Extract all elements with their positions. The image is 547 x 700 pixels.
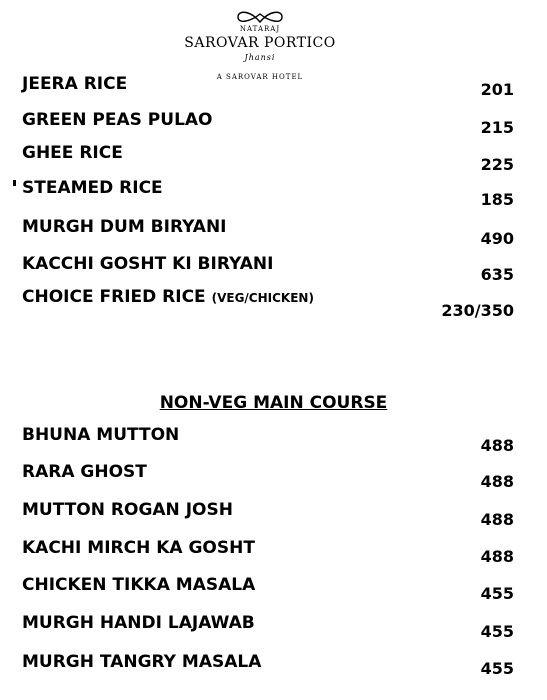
menu-item bbox=[0, 110, 547, 140]
item-price: 215 bbox=[480, 118, 514, 137]
item-price: 455 bbox=[480, 622, 514, 641]
menu-item bbox=[0, 143, 547, 173]
menu-item bbox=[0, 287, 547, 320]
item-price: 488 bbox=[480, 510, 514, 529]
menu-item bbox=[0, 538, 547, 568]
item-name: KACHI MIRCH KA GOSHT bbox=[22, 538, 255, 558]
item-price: 488 bbox=[480, 547, 514, 566]
item-name bbox=[22, 287, 314, 307]
item-name: KACCHI GOSHT KI BIRYANI bbox=[22, 254, 274, 274]
menu-item bbox=[0, 500, 547, 530]
item-name: MURGH HANDI LAJAWAB bbox=[22, 613, 255, 633]
menu-item bbox=[0, 217, 547, 247]
item-price: 488 bbox=[480, 472, 514, 491]
item-name: JEERA RICE bbox=[22, 74, 128, 94]
item-name: GHEE RICE bbox=[22, 143, 123, 163]
item-name: MURGH DUM BIRYANI bbox=[22, 217, 227, 237]
item-name: BHUNA MUTTON bbox=[22, 425, 180, 445]
menu-item bbox=[0, 178, 547, 208]
hotel-logo bbox=[160, 8, 360, 81]
item-name-text: CHOICE FRIED RICE bbox=[22, 287, 206, 307]
ribbon-emblem-icon bbox=[235, 8, 285, 26]
item-name: MURGH TANGRY MASALA bbox=[22, 652, 262, 672]
item-name: MUTTON ROGAN JOSH bbox=[22, 500, 233, 520]
item-price: 635 bbox=[480, 265, 514, 284]
item-price: 455 bbox=[480, 659, 514, 678]
menu-item bbox=[0, 613, 547, 643]
item-name: STEAMED RICE bbox=[22, 178, 163, 198]
item-price: 201 bbox=[480, 80, 514, 99]
menu-item bbox=[0, 575, 547, 605]
item-name: RARA GHOST bbox=[22, 462, 147, 482]
menu-item bbox=[0, 72, 547, 102]
menu-item bbox=[0, 254, 547, 284]
logo-city: Jhansi bbox=[244, 53, 276, 62]
item-price: 490 bbox=[480, 229, 514, 248]
item-price: 225 bbox=[480, 155, 514, 174]
menu-item bbox=[0, 652, 547, 682]
item-price: 455 bbox=[480, 584, 514, 603]
logo-hotel-name: SAROVAR PORTICO bbox=[184, 35, 336, 51]
section-heading: NON-VEG MAIN COURSE bbox=[159, 393, 388, 413]
menu-item bbox=[0, 462, 547, 492]
item-name: GREEN PEAS PULAO bbox=[22, 110, 213, 130]
item-name: CHICKEN TIKKA MASALA bbox=[22, 575, 256, 595]
item-price: 185 bbox=[480, 190, 514, 209]
logo-tagline: A SAROVAR HOTEL bbox=[216, 73, 304, 81]
item-price: 488 bbox=[480, 436, 514, 455]
menu-item bbox=[0, 425, 547, 455]
item-price: 230/350 bbox=[441, 301, 514, 320]
item-note: (VEG/CHICKEN) bbox=[211, 291, 314, 305]
logo-top-text: NATARAJ bbox=[239, 25, 281, 33]
